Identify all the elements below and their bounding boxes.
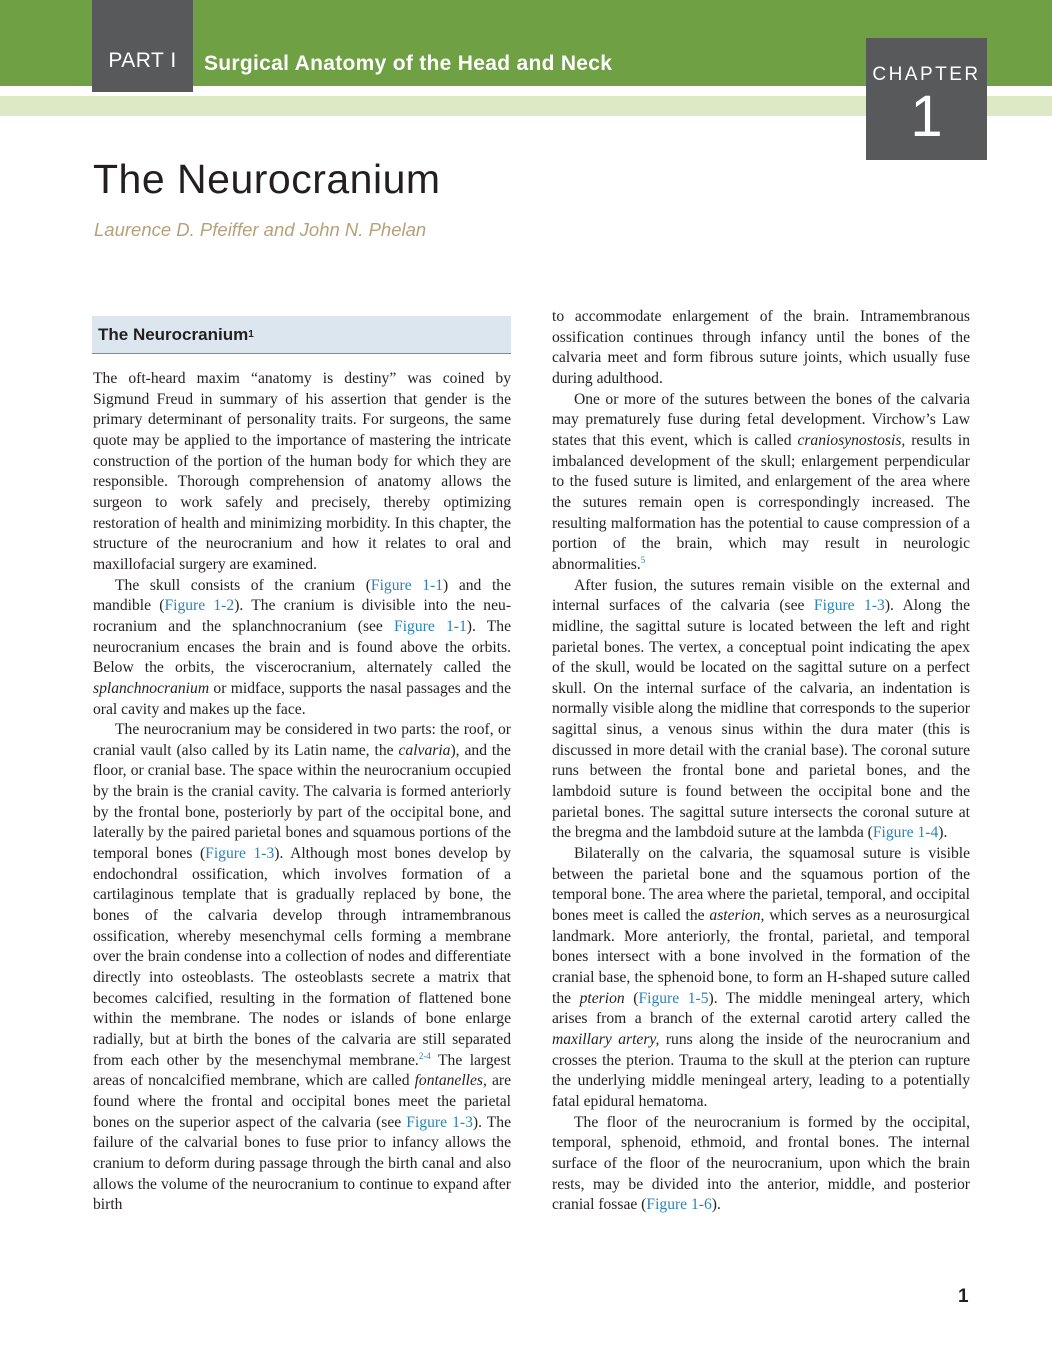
part-label-box <box>92 0 193 92</box>
figure-link[interactable]: Figure 1-3 <box>813 597 885 615</box>
paragraph: After fusion, the sutures remain visible on the external and internal surfaces of the calvaria (see Figure 1-3). Along the midline, the sagittal suture is located between the left and right parietal bones. The vertex, a conceptual point indicating the apex of the skull, would be located on the sagittal suture on a perfect skull. On the internal surface of the calvaria, an indentation is normally visible along the midline that corresponds to the superior sagittal sinus, a venous sinus within the dura mater (this is discussed in more detail with the cranial base). The coronal suture runs between the frontal bone and parietal bones, and the lambdoid suture is found between the occipital bone and the parietal bones. The sagittal suture intersects the coronal suture at the bregma and the lambdoid suture at the lambda (Figure 1-4). <box>552 576 971 842</box>
figure-link[interactable]: Figure 1-1 <box>370 576 444 594</box>
page-title: The Neurocranium <box>93 156 441 202</box>
section-heading-text: The Neurocranium <box>98 324 249 344</box>
chapter-number: 1 <box>910 84 943 149</box>
paragraph: The neurocranium may be considered in two parts: the roof, or cranial vault (also called by its Latin name, the calvaria), and the floor, or cranial base. The space within the neurocranium occupied by the brain is the cranial cavity. The calvaria is formed anteriorly by the frontal bone, posteriorly by part of the occipital bone, and laterally by the paired parietal bones and squamous portions of the temporal bones (Figure 1-3). Although most bones develop by endochondral ossification, which involves formation of a cartilaginous template that is gradually replaced by bone, the bones of the calvaria develop through intramembranous ossification, whereby mesenchymal cells forming a membrane over the brain condense into a collection of nodes and differentiate directly into osteoblasts. The osteoblasts secrete a matrix that becomes calcified, resulting in the formation of flattened bone within the membrane. The nodes or islands of bone enlarge radially, but at birth the bones of the calvaria are still separated from each other by the mesenchymal membrane.$^{2-4}$ The largest areas of noncalcified membrane, which are called fontanelles, are found where the frontal and occipital bones meet the parietal bones on the superior aspect of the calvaria (see Figure 1-3). The failure of the calvarial bones to fuse prior to infancy allows the cranium to deform during passage through the birth canal and also allows the volume of the neurocranium to continue to expand after birth <box>93 721 512 1214</box>
figure-link[interactable]: Figure 1-1 <box>394 617 467 635</box>
figure-link[interactable]: Figure 1-3 <box>205 845 275 863</box>
page-number: 1 <box>958 1286 969 1307</box>
part-title: Surgical Anatomy of the Head and Neck <box>204 52 613 75</box>
authors: Laurence D. Pfeiffer and John N. Phelan <box>94 219 427 240</box>
figure-link[interactable]: Figure 1-3 <box>406 1113 473 1131</box>
figure-link[interactable]: Figure 1-6 <box>646 1196 712 1214</box>
part-label: PART I <box>108 49 177 72</box>
paragraph: Bilaterally on the calvaria, the squamosal suture is visible between the parietal bone and the squamous portion of the temporal bone. The area where the parietal, temporal, and occipital bones meet is called the asterion, which serves as a neurosurgical landmark. More anteriorly, the frontal, parietal, and temporal bones intersect with a bone involved in the formation of the cranial base, the sphenoid bone, to form an H-shaped suture called the pterion (Figure 1-5). The middle meningeal artery, which arises from a branch of the external carotid artery called the maxillary artery, runs along the inside of the neurocranium and crosses the pterion. Trauma to the skull at the pterion can rupture the underlying middle meningeal artery, leading to a potentially fatal epidural hematoma. <box>552 845 971 1110</box>
figure-link[interactable]: Figure 1-5 <box>638 989 709 1007</box>
paragraph: The oft-heard maxim “anatomy is destiny” was coined by Sigmund Freud in summary of his assertion that gender is the primary determinant of personality traits. For surgeons, the same quote may be applied to the importance of mastering the intricate construction of the portion of the human body for which they are responsible. Thorough comprehension of anatomy allows the surgeon to work safely and precisely, thereby optimizing restoration of health and minimizing morbidity. In this chapter, the structure of the neurocranium and how it relates to oral and maxillofacial surgery are examined. <box>93 370 511 573</box>
section-heading-note: 1 <box>248 329 254 340</box>
reference-note[interactable]: 2-4 <box>418 1050 431 1061</box>
figure-link[interactable]: Figure 1-2 <box>164 597 235 615</box>
right-column <box>552 307 970 1216</box>
reference-note[interactable]: 5 <box>640 554 646 565</box>
paragraph: One or more of the sutures between the bones of the calvaria may prematurely fuse during fetal development. Virchow’s Law states that this event, which is called craniosynostosis, results in imbalanced development of the skull; enlargement perpendicular to the fused suture is limited, and enlargement of the area where the sutures remain open is correspondingly increased. The resulting malformation has the potential to cause compression of a portion of the brain, which may result in neurologic abnormalities.$^5$ <box>552 390 971 573</box>
paragraph: to accommodate enlargement of the brain. Intramembranous ossification continues through infancy until the bones of the calvaria meet and form fibrous suture joints, which usually fuse during adulthood. <box>552 308 970 387</box>
paragraph: The skull consists of the cranium (Figure 1-1) and the mandible (Figure 1-2). The cranium is divisible into the neurocranium and the splanchnocranium (see Figure 1-1). The neurocranium encases the brain and is found above the orbits. Below the orbits, the viscerocranium, alternately called the splanchnocranium or midface, supports the nasal passages and the oral cavity and makes up the face. <box>93 576 512 718</box>
paragraph: The floor of the neurocranium is formed by the occipital, temporal, sphenoid, ethmoid, and frontal bones. The internal surface of the floor of the neurocranium, upon which the brain rests, may be divided into the anterior, middle, and posterior cranial fossae (Figure 1-6). <box>552 1113 970 1214</box>
chapter-label: CHAPTER <box>872 64 981 85</box>
left-column <box>93 369 511 1216</box>
section-heading <box>92 316 511 354</box>
chapter-box <box>866 38 987 160</box>
figure-link[interactable]: Figure 1-4 <box>872 824 939 842</box>
